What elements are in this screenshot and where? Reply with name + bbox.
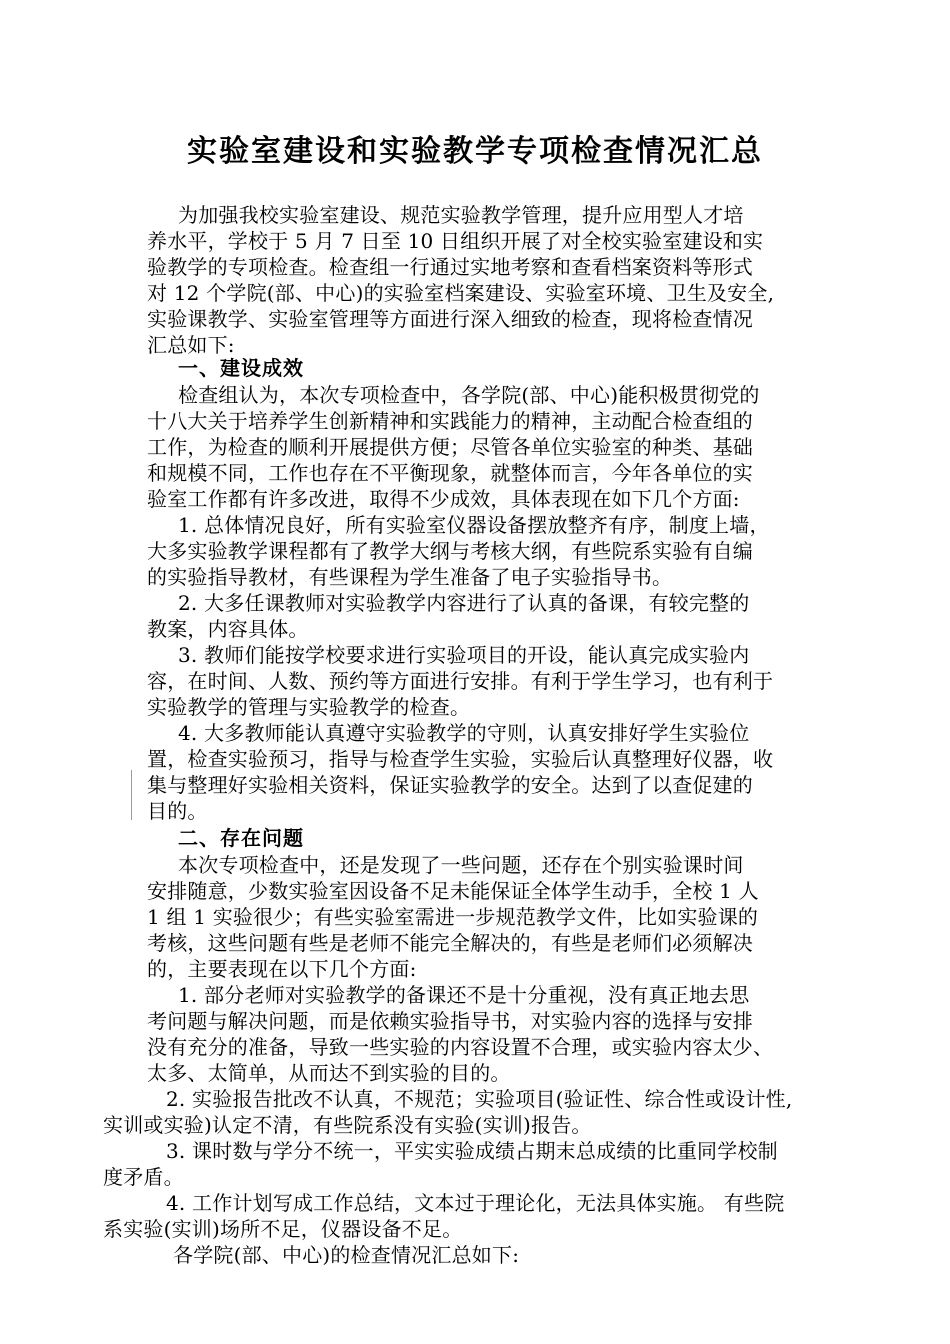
list-item-line: 容，在时间、人数、预约等方面进行安排。有利于学生学习，也有利于 [147, 669, 774, 693]
paragraph-line: 和规模不同，工作也存在不平衡现象，就整体而言，今年各单位的实 [147, 461, 753, 485]
list-item-line: 度矛盾。 [103, 1165, 184, 1189]
list-item-line: 系实验(实训)场所不足，仪器设备不足。 [103, 1217, 463, 1241]
list-item-line: 置，检查实验预习，指导与检查学生实验，实验后认真整理好仪器，收 [147, 747, 774, 771]
list-item-line: 3. 课时数与学分不统一，平实实验成绩占期末总成绩的比重同学校制 [166, 1139, 778, 1163]
list-item-line: 集与整理好实验相关资料，保证实验教学的安全。达到了以查促建的 [147, 773, 753, 797]
list-item-line: 没有充分的准备，导致一些实验的内容设置不合理，或实验内容太少、 [147, 1035, 774, 1059]
list-item-line: 4. 大多教师能认真遵守实验教学的守则，认真安排好学生实验位 [178, 721, 750, 745]
section-heading: 一、建设成效 [178, 356, 304, 380]
paragraph-line: 本次专项检查中，还是发现了一些问题，还存在个别实验课时间 [178, 853, 744, 877]
intro-line: 为加强我校实验室建设、规范实验教学管理，提升应用型人才培 [178, 203, 744, 227]
paragraph-line: 考核，这些问题有些是老师不能完全解决的，有些是老师们必须解决 [147, 931, 753, 955]
paragraph-line: 工作，为检查的顺利开展提供方便；尽管各单位实验室的种类、基础 [147, 435, 753, 459]
list-item-line: 3. 教师们能按学校要求进行实验项目的开设，能认真完成实验内 [178, 643, 750, 667]
list-item-line: 考问题与解决问题，而是依赖实验指导书，对实验内容的选择与安排 [147, 1009, 753, 1033]
paragraph-line: 验室工作都有许多改进，取得不少成效，具体表现在如下几个方面: [147, 487, 740, 511]
intro-line: 汇总如下: [147, 333, 235, 357]
list-item-line: 教案，内容具体。 [147, 617, 309, 641]
list-item-line: 目的。 [147, 799, 208, 823]
list-item-line: 2. 实验报告批改不认真，不规范；实验项目(验证性、综合性或设计性, [166, 1087, 793, 1111]
paragraph-line: 安排随意，少数实验室因设备不足未能保证全体学生动手，全校 1 人 [147, 879, 759, 903]
list-item-line: 太多、太简单，从而达不到实验的目的。 [147, 1061, 511, 1085]
list-item-line: 1. 总体情况良好，所有实验室仪器设备摆放整齐有序，制度上墙， [178, 513, 770, 537]
intro-line: 实验课教学、实验室管理等方面进行深入细致的检查，现将检查情况 [147, 307, 753, 331]
intro-line: 对 12 个学院(部、中心)的实验室档案建设、实验室环境、卫生及安全, [147, 281, 775, 305]
list-item-line: 实验教学的管理与实验教学的检查。 [147, 695, 471, 719]
paragraph-line: 的，主要表现在以下几个方面: [147, 957, 417, 981]
margin-change-bar [131, 770, 132, 820]
intro-line: 验教学的专项检查。检查组一行通过实地考察和查看档案资料等形式 [147, 255, 753, 279]
list-item-line: 的实验指导教材，有些课程为学生准备了电子实验指导书。 [147, 565, 673, 589]
list-item-line: 2. 大多任课教师对实验教学内容进行了认真的备课，有较完整的 [178, 591, 750, 615]
list-item-line: 大多实验教学课程都有了教学大纲与考核大纲，有些院系实验有自编 [147, 539, 753, 563]
section-heading: 二、存在问题 [178, 826, 304, 850]
list-item-line: 4. 工作计划写成工作总结，文本过于理论化，无法具体实施。 有些院 [166, 1191, 785, 1215]
paragraph-line: 检查组认为，本次专项检查中，各学院(部、中心)能积极贯彻党的 [178, 383, 760, 407]
intro-line: 养水平，学校于 5 月 7 日至 10 日组织开展了对全校实验室建设和实 [147, 229, 764, 253]
list-item-line: 1. 部分老师对实验教学的备课还不是十分重视，没有真正地去思 [178, 983, 750, 1007]
paragraph-line: 1 组 1 实验很少；有些实验室需进一步规范教学文件，比如实验课的 [147, 905, 759, 929]
closing-line: 各学院(部、中心)的检查情况汇总如下: [173, 1243, 520, 1267]
document-title: 实验室建设和实验教学专项检查情况汇总 [187, 134, 763, 169]
paragraph-line: 十八大关于培养学生创新精神和实践能力的精神，主动配合检查组的 [147, 409, 753, 433]
list-item-line: 实训或实验)认定不清，有些院系没有实验(实训)报告。 [103, 1113, 592, 1137]
